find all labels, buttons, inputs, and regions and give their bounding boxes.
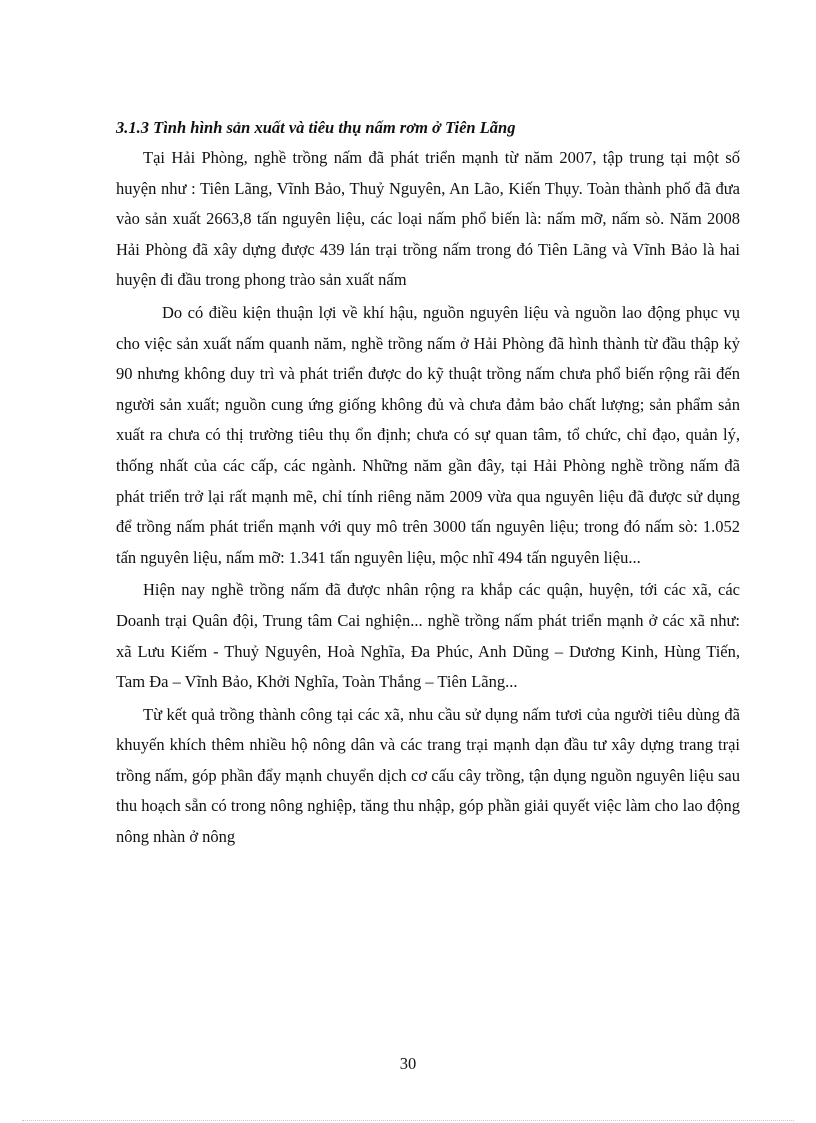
- section-heading: 3.1.3 Tình hình sản xuất và tiêu thụ nấm rơm ở Tiên Lãng: [116, 118, 516, 137]
- paragraph-4: Từ kết quả trồng thành công tại các xã, nhu cầu sử dụng nấm tươi của người tiêu dùng đã khuyến khích thêm nhiều hộ nông dân và các trang trại mạnh dạn đầu tư xây dựng trang trại trồng nấm, góp phần đẩy mạnh chuyển dịch cơ cấu cây trồng, tận dụng nguồn nguyên liệu sau thu hoạch sẵn có trong nông nghiệp, tăng thu nhập, góp phần giải quyết việc làm cho lao động nông nhàn ở nông: [116, 704, 740, 847]
- paragraph-1: Tại Hải Phòng, nghề trồng nấm đã phát triển mạnh từ năm 2007, tập trung tại một số huyện như : Tiên Lãng, Vĩnh Bảo, Thuỷ Nguyên, An Lão, Kiến Thụy. Toàn thành phố đã đưa vào sản xuất 2663,8 tấn nguyên liệu, các loại nấm phổ biến là: nấm mỡ, nấm sò. Năm 2008 Hải Phòng đã xây dựng được 439 lán trại trồng nấm trong đó Tiên Lãng và Vĩnh Bảo là hai huyện đi đầu trong phong trào sản xuất nấm: [116, 148, 740, 290]
- document-body: [116, 113, 740, 855]
- paragraph-2: Do có điều kiện thuận lợi về khí hậu, nguồn nguyên liệu và nguồn lao động phục vụ cho việc sản xuất nấm quanh năm, nghề trồng nấm ở Hải Phòng đã hình thành từ đầu thập kỷ 90 nhưng không duy trì và phát triển được do kỹ thuật trồng nấm chưa phổ biến rộng rãi đến người sản xuất; nguồn cung ứng giống không đủ và chưa đảm bảo chất lượng; sản phẩm sản xuất ra chưa có thị trường tiêu thụ ổn định; chưa có sự quan tâm, tổ chức, chỉ đạo, quản lý, thống nhất của các cấp, các ngành. Những năm gần đây, tại Hải Phòng nghề trồng nấm đã phát triển trở lại rất mạnh mẽ, chỉ tính riêng năm 2009 vừa qua nguyên liệu đã được sử dụng để trồng nấm phát triển mạnh với quy mô trên 3000 tấn nguyên liệu; trong đó nấm sò: 1.052 tấn nguyên liệu, nấm mỡ: 1.341 tấn nguyên liệu, mộc nhĩ 494 tấn nguyên liệu...: [116, 302, 740, 567]
- paragraph-3: Hiện nay nghề trồng nấm đã được nhân rộng ra khắp các quận, huyện, tới các xã, các Doanh trại Quân đội, Trung tâm Cai nghiện... nghề trồng nấm phát triển mạnh ở các xã như: xã Lưu Kiếm - Thuỷ Nguyên, Hoà Nghĩa, Đa Phúc, Anh Dũng – Dương Kinh, Hùng Tiến, Tam Đa – Vĩnh Bảo, Khởi Nghĩa, Toàn Thắng – Tiên Lãng...: [116, 580, 740, 692]
- page-number: 30: [399, 1054, 417, 1073]
- page-bottom-divider: [22, 1120, 794, 1121]
